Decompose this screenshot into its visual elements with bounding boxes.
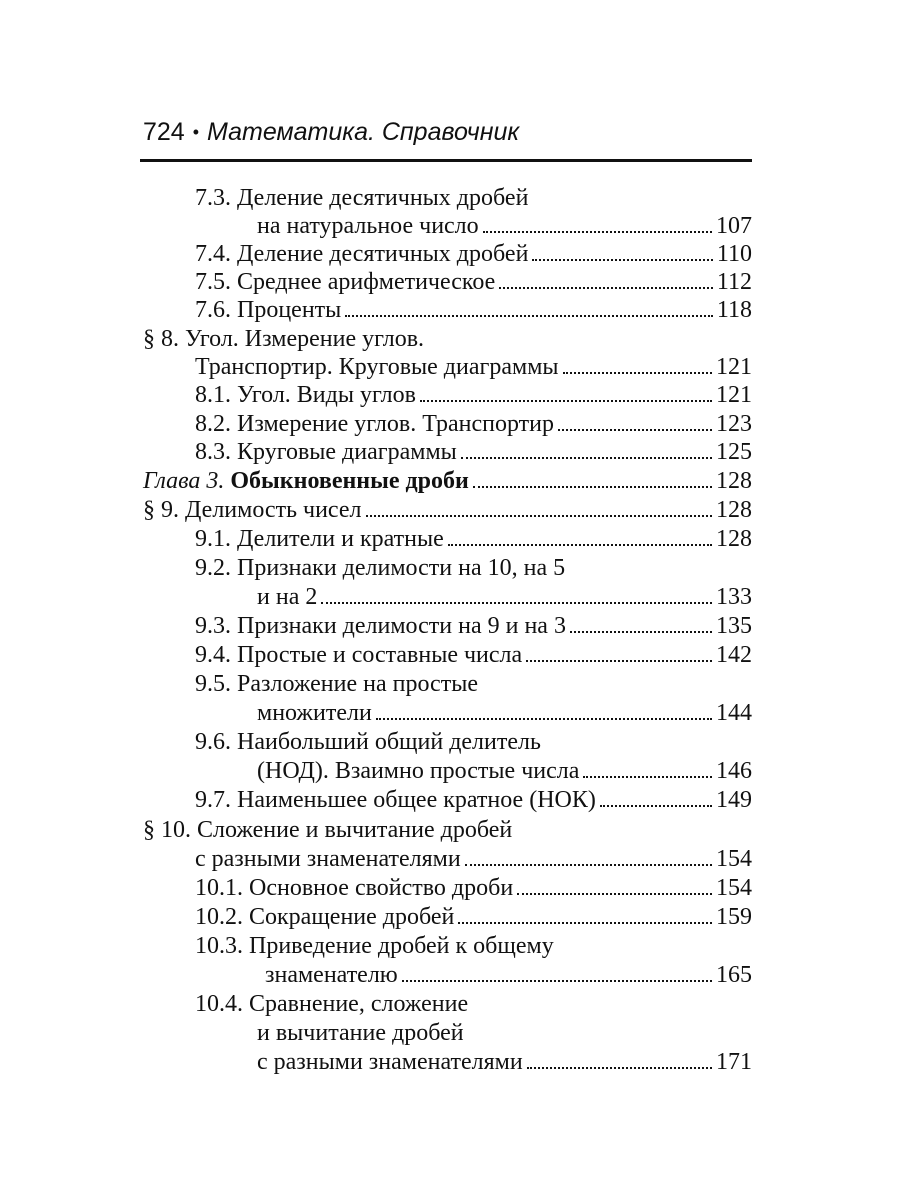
toc-entry-title: на натуральное число (257, 213, 479, 239)
dot-leader (321, 602, 712, 604)
toc-page-number: 112 (716, 269, 752, 295)
toc-entry-title: 9.5. Разложение на простые (195, 671, 478, 697)
dot-leader (499, 287, 713, 289)
dot-leader (473, 486, 712, 488)
toc-entry (195, 525, 752, 553)
toc-page-number: 107 (716, 213, 752, 239)
toc-page-number: 171 (716, 1049, 752, 1075)
toc-entry-title: знаменателю (265, 962, 398, 988)
chapter-label: Глава 3. (143, 468, 225, 494)
toc-entry-title: множители (257, 700, 372, 726)
toc-entry-title: 9.1. Делители и кратные (195, 526, 444, 552)
toc-entry (195, 903, 752, 931)
toc-entry (143, 496, 752, 524)
toc-entry (257, 1019, 464, 1047)
toc-entry (257, 212, 752, 240)
toc-entry (195, 353, 752, 381)
toc-page-number: 128 (716, 526, 752, 552)
dot-leader (345, 315, 713, 317)
toc-page-number: 118 (716, 297, 752, 323)
toc-entry (195, 786, 752, 814)
dot-leader (376, 718, 712, 720)
toc-entry-title: 10.3. Приведение дробей к общему (195, 933, 554, 959)
toc-entry (257, 1048, 752, 1076)
toc-entry (143, 325, 424, 353)
header-rule (140, 159, 752, 162)
chapter-title: Обыкновенные дроби (224, 468, 469, 494)
toc-entry-title: (НОД). Взаимно простые числа (257, 758, 580, 784)
toc-entry-title: 7.3. Деление десятичных дробей (195, 185, 529, 211)
dot-leader (366, 515, 713, 517)
toc-page-number: 133 (716, 584, 752, 610)
dot-leader (583, 776, 712, 778)
header-bullet: • (192, 122, 200, 142)
dot-leader (517, 893, 712, 895)
toc-entry-title: с разными знаменателями (195, 846, 461, 872)
dot-leader (527, 1067, 712, 1069)
dot-leader (532, 259, 712, 261)
toc-entry-title: и на 2 (257, 584, 318, 610)
toc-entry (143, 816, 512, 844)
toc-entry (257, 699, 752, 727)
book-title: Математика. Справочник (207, 118, 520, 146)
toc-entry-title (143, 467, 469, 495)
toc-entry-title: 7.6. Проценты (195, 297, 342, 323)
toc-entry-title: § 8. Угол. Измерение углов. (143, 326, 425, 352)
toc-page-number: 125 (716, 439, 752, 465)
toc-entry (195, 184, 528, 212)
toc-entry-title: 9.2. Признаки делимости на 10, на 5 (195, 555, 566, 581)
toc-page-number: 149 (716, 787, 752, 813)
dot-leader (570, 631, 712, 633)
toc-entry-title: 9.4. Простые и составные числа (195, 642, 523, 668)
toc-page-number: 135 (716, 613, 752, 639)
toc-entry (195, 670, 478, 698)
dot-leader (483, 231, 712, 233)
toc-entry (195, 410, 752, 438)
toc-page-number: 121 (716, 354, 752, 380)
toc-entry (195, 554, 565, 582)
toc-entry-title: и вычитание дробей (257, 1020, 464, 1046)
toc-page-number: 146 (716, 758, 752, 784)
toc-entry (195, 268, 752, 296)
dot-leader (526, 660, 712, 662)
toc-entry-title: 10.4. Сравнение, сложение (195, 991, 469, 1017)
toc-entry-title: 9.7. Наименьшее общее кратное (НОК) (195, 787, 596, 813)
toc-entry (195, 874, 752, 902)
toc-entry (195, 381, 752, 409)
toc-entry-title: 10.1. Основное свойство дроби (195, 875, 514, 901)
toc-page-number: 144 (716, 700, 752, 726)
toc-entry (195, 612, 752, 640)
toc-page-number: 154 (716, 846, 752, 872)
toc-entry (143, 467, 752, 495)
toc-page-number: 154 (716, 875, 752, 901)
toc-entry-title: 8.2. Измерение углов. Транспортир (195, 411, 554, 437)
toc-entry (195, 240, 752, 268)
dot-leader (402, 980, 712, 982)
toc-page-number: 142 (716, 642, 752, 668)
dot-leader (600, 805, 712, 807)
toc-entry (257, 583, 752, 611)
toc-entry-title: 7.4. Деление десятичных дробей (195, 241, 529, 267)
toc-entry-title: 8.3. Круговые диаграммы (195, 439, 457, 465)
toc-entry (195, 932, 554, 960)
toc-entry-title: 10.2. Сокращение дробей (195, 904, 455, 930)
toc-entry-title: 9.3. Признаки делимости на 9 и на 3 (195, 613, 566, 639)
dot-leader (458, 922, 712, 924)
toc-entry-title: 7.5. Среднее арифметическое (195, 269, 496, 295)
toc-entry (265, 961, 752, 989)
toc-entry-title: 9.6. Наибольший общий делитель (195, 729, 541, 755)
toc-entry-title: § 10. Сложение и вычитание дробей (143, 817, 513, 843)
toc-entry-title: Транспортир. Круговые диаграммы (195, 354, 559, 380)
toc-entry (195, 990, 468, 1018)
toc-entry (195, 438, 752, 466)
toc-entry (195, 845, 752, 873)
toc-entry-title: § 9. Делимость чисел (143, 497, 362, 523)
toc-page-number: 121 (716, 382, 752, 408)
running-header (143, 116, 519, 148)
page-number: 724 (143, 118, 185, 146)
toc-entry (195, 641, 752, 669)
toc-page-number: 159 (716, 904, 752, 930)
toc-entry (195, 728, 541, 756)
dot-leader (448, 544, 712, 546)
dot-leader (563, 372, 712, 374)
toc-page-number: 128 (716, 468, 752, 494)
toc-entry (257, 757, 752, 785)
dot-leader (420, 400, 712, 402)
toc-page-number: 123 (716, 411, 752, 437)
dot-leader (558, 429, 712, 431)
toc-page-number: 128 (716, 497, 752, 523)
dot-leader (465, 864, 712, 866)
toc-entry-title: с разными знаменателями (257, 1049, 523, 1075)
dot-leader (461, 457, 712, 459)
toc-page-number: 110 (716, 241, 752, 267)
toc-page-number: 165 (716, 962, 752, 988)
toc-entry-title: 8.1. Угол. Виды углов (195, 382, 416, 408)
toc-entry (195, 296, 752, 324)
